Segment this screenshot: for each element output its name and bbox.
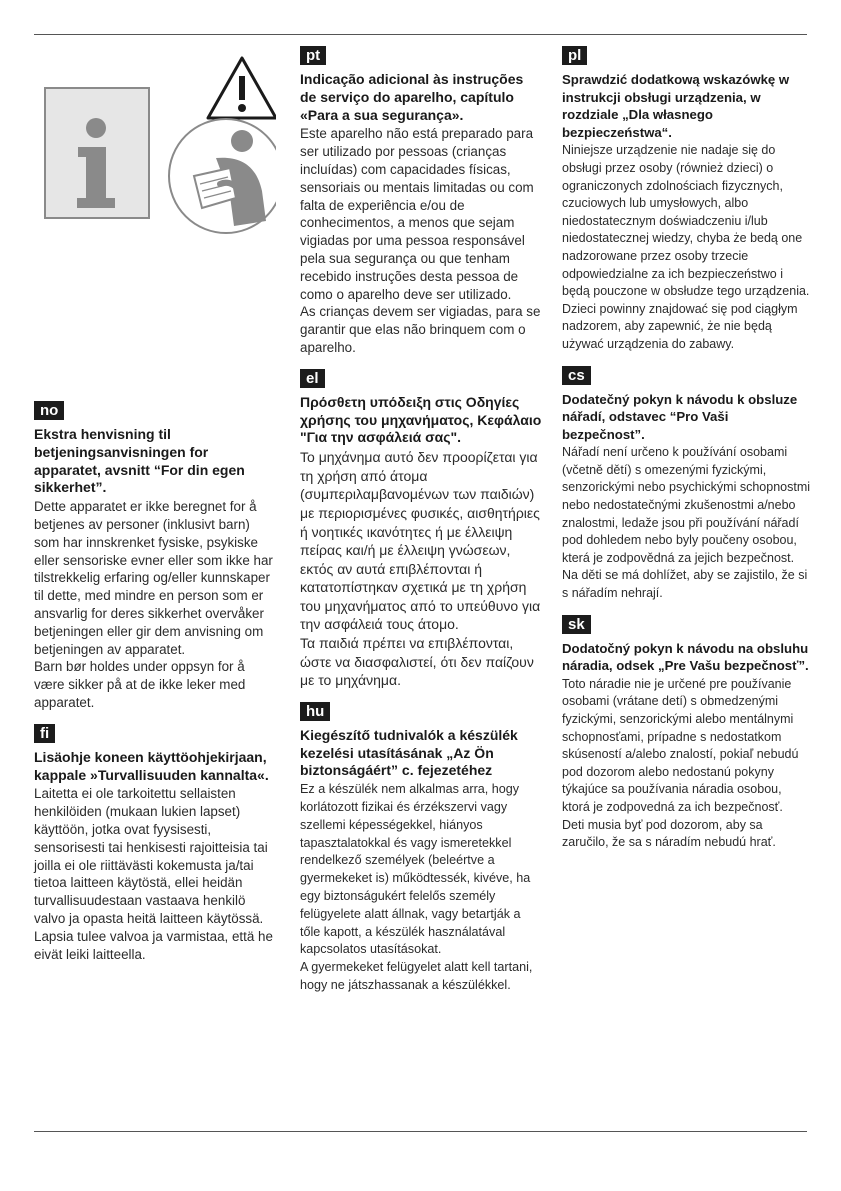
top-rule — [34, 34, 807, 35]
paragraph: Laitetta ei ole tarkoitettu sellaisten henkilöiden (mukaan lukien lapset) käyttöön, jotka ovat fyysisesti, sensorisesti tai henkisesti rajoitteisia tai joilla ei ole riittävästi kokemusta ja/tai tietoa laitteen käytöstä, ellei heidän turvallisuudestaan vastaava henkilö valvo ja opasta heitä laitteen käytössä. — [34, 786, 268, 926]
warning-triangle-icon — [208, 58, 276, 118]
section-heading: Indicação adicional às instruções de serviço do aparelho, capítulo «Para a sua segurança». — [300, 71, 524, 123]
section-hu — [300, 702, 542, 995]
paragraph: Este aparelho não está preparado para ser utilizado por pessoas (crianças incluídas) com capacidades físicas, sensoriais ou mentais limitadas ou com falta de experiência e/ou de conhecimentos, a menos que sejam vigiadas por uma pessoa responsável pela sua segurança ou que tenham recebido instruções desta pessoa de como o aparelho deve ser utilizado. — [300, 126, 534, 302]
paragraph: Na děti se má dohlížet, aby se zajistilo, že si s nářadím nehrají. — [562, 568, 808, 601]
paragraph: Ez a készülék nem alkalmas arra, hogy korlátozott fizikai és érzékszervi vagy szellemi képességekkel, hiányos tapasztalatokkal és vagy ismeretekkel rendelkező személyek (beleértve a gyermekeket is) működtessék, kivéve, ha egy biztonságukért felelős személy felügyelete alatt állnak, vagy betartják a tőle kapott, a készülék használatával kapcsolatos utasításokat. — [300, 782, 531, 957]
section-no — [34, 401, 276, 712]
paragraph: Barn bør holdes under oppsyn for å være sikker på at de ikke leker med apparatet. — [34, 659, 246, 710]
section-heading: Πρόσθετη υπόδειξη στις Οδηγίες χρήσης του μηχανήματος, Κεφάλαιο "Για την ασφάλειά σας". — [300, 393, 542, 446]
language-badge-fi: fi — [34, 724, 55, 743]
section-heading: Ekstra henvisning til betjeningsanvisningen for apparatet, avsnitt “For din egen sikkerhet”. — [34, 426, 245, 496]
section-body — [300, 125, 542, 356]
paragraph: Dette apparatet er ikke beregnet for å betjenes av personer (inklusivt barn) som har innskrenket fysiske, psykiske eller sensoriske evner eller som ikke har tilstrekkelig erfaring og/eller kunnskaper til dette, med mindre en person som er ansvarlig for deres sikkerhet overvåker betjeningen eller gir dem anvisning om betjeningen av apparatet. — [34, 499, 273, 657]
section-body — [562, 444, 810, 602]
column-middle — [300, 46, 542, 995]
language-badge-sk: sk — [562, 615, 591, 634]
column-right — [562, 46, 810, 852]
language-badge-pt: pt — [300, 46, 326, 65]
section-heading: Lisäohje koneen käyttöohjekirjaan, kappale »Turvallisuuden kannalta«. — [34, 748, 269, 783]
paragraph: As crianças devem ser vigiadas, para se garantir que elas não brinquem com o aparelho. — [300, 304, 541, 355]
section-body — [34, 498, 276, 712]
section-body — [34, 785, 276, 963]
paragraph: Niniejsze urządzenie nie nadaje się do obsługi przez osoby (również dzieci) o ograniczonych zdolnościach fizycznych, czuciowych lub umysłowych, albo niedostatecznym doświadczeniu i/lub niedostatecznej wiedzy, chyba że bedą one nadzorowane przez osoby trzecie odpowiedzialne za ich bezpieczeństwo i będą pouczone w obsłudze tego urządzenia. — [562, 143, 810, 299]
section-el — [300, 369, 542, 690]
section-body — [300, 781, 542, 995]
section-pt — [300, 46, 542, 357]
language-badge-el: el — [300, 369, 325, 388]
person-reading-manual-icon — [169, 119, 276, 233]
bottom-rule — [34, 1131, 807, 1132]
section-pl — [562, 46, 810, 354]
section-body — [562, 142, 810, 353]
paragraph: Nářadí není určeno k používání osobami (včetně dětí) s omezenými fyzickými, senzorickými nebo psychickými schopnostmi nebo nedostatečnými zkušenostmi a/nebo znalostmi, ledaže jsou při používání nářadí pod dohledem nebo byly poučeny osobou, která je zodpovědná za jejich bezpečnost. — [562, 445, 811, 565]
safety-illustration-graphic — [34, 46, 276, 401]
safety-illustration — [34, 46, 276, 401]
section-heading: Kiegészítő tudnivalók a készülék kezelési utasításának „Az Ön biztonságáért” c. fejezetéhez — [300, 726, 518, 779]
paragraph: Το μηχάνημα αυτό δεν προορίζεται για τη χρήση από άτομα (συμπεριλαμβανομένων των παιδιών) με περιορισμένες φυσικές, αισθητήριες ή νοητικές ικανότητες ή με έλλειψη πείρας και/ή με έλλειψη γνώσεων, εκτός αν αυτά επιβλέπονται ή κατατοπίστηκαν σχετικά με τη χρήση του μηχανήματος από το υπεύθυνο για την ασφάλειά τους άτομο. — [300, 449, 541, 633]
section-fi — [34, 724, 276, 964]
paragraph: Τα παιδιά πρέπει να επιβλέπονται, ώστε να διασφαλιστεί, ότι δεν παίζουν με το μηχάνημα. — [300, 635, 534, 689]
information-icon — [45, 88, 149, 218]
section-heading: Dodatečný pokyn k návodu k obsluze nářadí, odstavec “Pro Vaši bezpečnost”. — [562, 391, 798, 442]
section-heading: Dodatočný pokyn k návodu na obsluhu náradia, odsek „Pre Vašu bezpečnosť”. — [562, 640, 809, 674]
language-badge-cs: cs — [562, 366, 591, 385]
column-left — [34, 46, 276, 963]
language-badge-pl: pl — [562, 46, 587, 65]
paragraph: Toto náradie nie je určené pre používanie osobami (vrátane detí) s obmedzenými fyzickými, senzorickými alebo mentálnymi schopnosťami, prípadne s nedostatkom skúseností a/alebo znalostí, pokiaľ nebudú pod dozorom alebo nedostanú pokyny týkajúce sa používania náradia osobou, ktorá je zodpovedná za ich bezpečnosť. — [562, 676, 799, 814]
paragraph: Dzieci powinny znajdować się pod ciągłym nadzorem, aby zapewnić, że nie będą używać urządzenia do zabawy. — [562, 301, 798, 351]
language-badge-no: no — [34, 401, 64, 420]
language-badge-hu: hu — [300, 702, 330, 721]
section-body — [300, 448, 542, 690]
section-body — [562, 676, 810, 852]
paragraph: Lapsia tulee valvoa ja varmistaa, että he eivät leiki laitteella. — [34, 928, 273, 962]
section-cs — [562, 366, 810, 603]
section-sk — [562, 615, 810, 852]
paragraph: A gyermekeket felügyelet alatt kell tartani, hogy ne játszhassanak a készülékkel. — [300, 960, 533, 993]
paragraph: Deti musia byť pod dozorom, aby sa zaručilo, že sa s náradím nebudú hrať. — [562, 817, 776, 850]
section-heading: Sprawdzić dodatkową wskazówkę w instrukcji obsługi urządzenia, w rozdziale „Dla własnego bezpieczeństwa“. — [562, 72, 790, 140]
